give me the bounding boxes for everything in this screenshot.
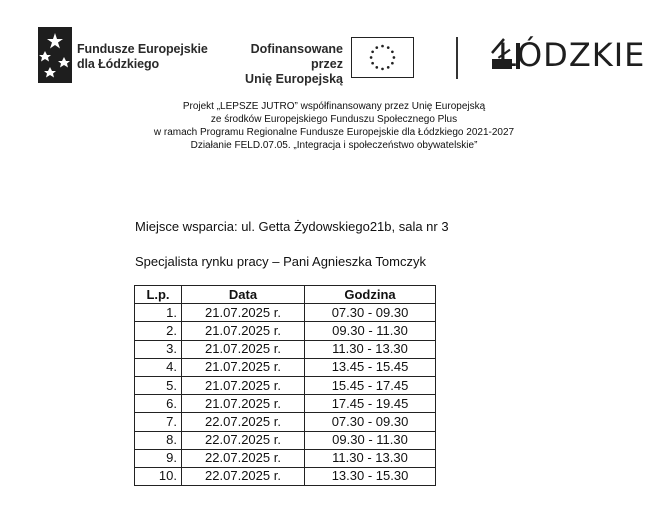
table-header-row [135, 286, 436, 304]
cell-lp: 7. [135, 413, 182, 431]
table-row [135, 413, 436, 431]
table-row [135, 322, 436, 340]
cell-time: 13.45 - 15.45 [305, 358, 436, 376]
project-line-2: ze środków Europejskiego Funduszu Społecznego Plus [210, 114, 458, 125]
table-row [135, 304, 436, 322]
eu-star-icon [391, 50, 394, 53]
table-row [135, 449, 436, 467]
eu-star-icon [381, 68, 384, 71]
table-row [135, 340, 436, 358]
fundusze-europejskie-logo-icon [38, 27, 72, 83]
cell-time: 13.30 - 15.30 [305, 467, 436, 485]
eu-star-icon [393, 56, 396, 59]
fundusze-europejskie-text: Fundusze Europejskie dla Łódzkiego [77, 42, 208, 71]
cell-time: 07.30 - 09.30 [305, 413, 436, 431]
cell-lp: 6. [135, 395, 182, 413]
cell-time: 15.45 - 17.45 [305, 376, 436, 394]
cell-date: 21.07.2025 r. [182, 395, 305, 413]
cofinanced-text: Dofinansowane przez Unię Europejską [245, 42, 343, 86]
cell-lp: 10. [135, 467, 182, 485]
cell-lp: 9. [135, 449, 182, 467]
cell-date: 21.07.2025 r. [182, 376, 305, 394]
cell-lp: 3. [135, 340, 182, 358]
cell-date: 21.07.2025 r. [182, 322, 305, 340]
header-lp: L.p. [135, 286, 182, 304]
project-line-1: Projekt „LEPSZE JUTRO” współfinansowany przez Unię Europejską [182, 101, 486, 112]
cell-time: 17.45 - 19.45 [305, 395, 436, 413]
cell-time: 11.30 - 13.30 [305, 340, 436, 358]
cell-lp: 8. [135, 431, 182, 449]
table-row [135, 467, 436, 485]
table-row [135, 395, 436, 413]
lodzkie-logo [490, 33, 646, 75]
logo-bar [0, 0, 668, 95]
eu-star-icon [387, 66, 390, 69]
cell-time: 09.30 - 11.30 [305, 322, 436, 340]
eu-star-icon [387, 46, 390, 49]
cell-time: 09.30 - 11.30 [305, 431, 436, 449]
cell-lp: 2. [135, 322, 182, 340]
table-row [135, 358, 436, 376]
eu-star-icon [371, 50, 374, 53]
table-row [135, 376, 436, 394]
eu-star-icon [370, 56, 373, 59]
cell-date: 21.07.2025 r. [182, 304, 305, 322]
cell-date: 21.07.2025 r. [182, 358, 305, 376]
cell-date: 22.07.2025 r. [182, 449, 305, 467]
support-location: Miejsce wsparcia: ul. Getta Żydowskiego21b, sala nr 3 [135, 219, 449, 234]
lodzkie-wordmark: ŁÓDZKIE [498, 36, 646, 74]
cell-time: 07.30 - 09.30 [305, 304, 436, 322]
cell-lp: 1. [135, 304, 182, 322]
header-time: Godzina [305, 286, 436, 304]
project-line-3: w ramach Programu Regionalne Fundusze Europejskie dla Łódzkiego 2021-2027 [153, 127, 515, 138]
project-line-4: Działanie FELD.07.05. „Integracja i społeczeństwo obywatelskie” [190, 140, 478, 151]
table-row [135, 431, 436, 449]
project-header [0, 100, 668, 152]
cell-date: 22.07.2025 r. [182, 413, 305, 431]
eu-flag-icon [351, 37, 414, 78]
specialist-name: Specjalista rynku pracy – Pani Agnieszka Tomczyk [135, 254, 426, 269]
eu-star-icon [381, 45, 384, 48]
cell-lp: 4. [135, 358, 182, 376]
cell-lp: 5. [135, 376, 182, 394]
cell-date: 21.07.2025 r. [182, 340, 305, 358]
schedule-table [134, 285, 436, 486]
header-date: Data [182, 286, 305, 304]
eu-star-icon [371, 62, 374, 65]
eu-star-icon [375, 66, 378, 69]
logo-separator [456, 37, 458, 79]
cell-time: 11.30 - 13.30 [305, 449, 436, 467]
cell-date: 22.07.2025 r. [182, 467, 305, 485]
cell-date: 22.07.2025 r. [182, 431, 305, 449]
eu-star-icon [375, 46, 378, 49]
eu-star-icon [391, 62, 394, 65]
